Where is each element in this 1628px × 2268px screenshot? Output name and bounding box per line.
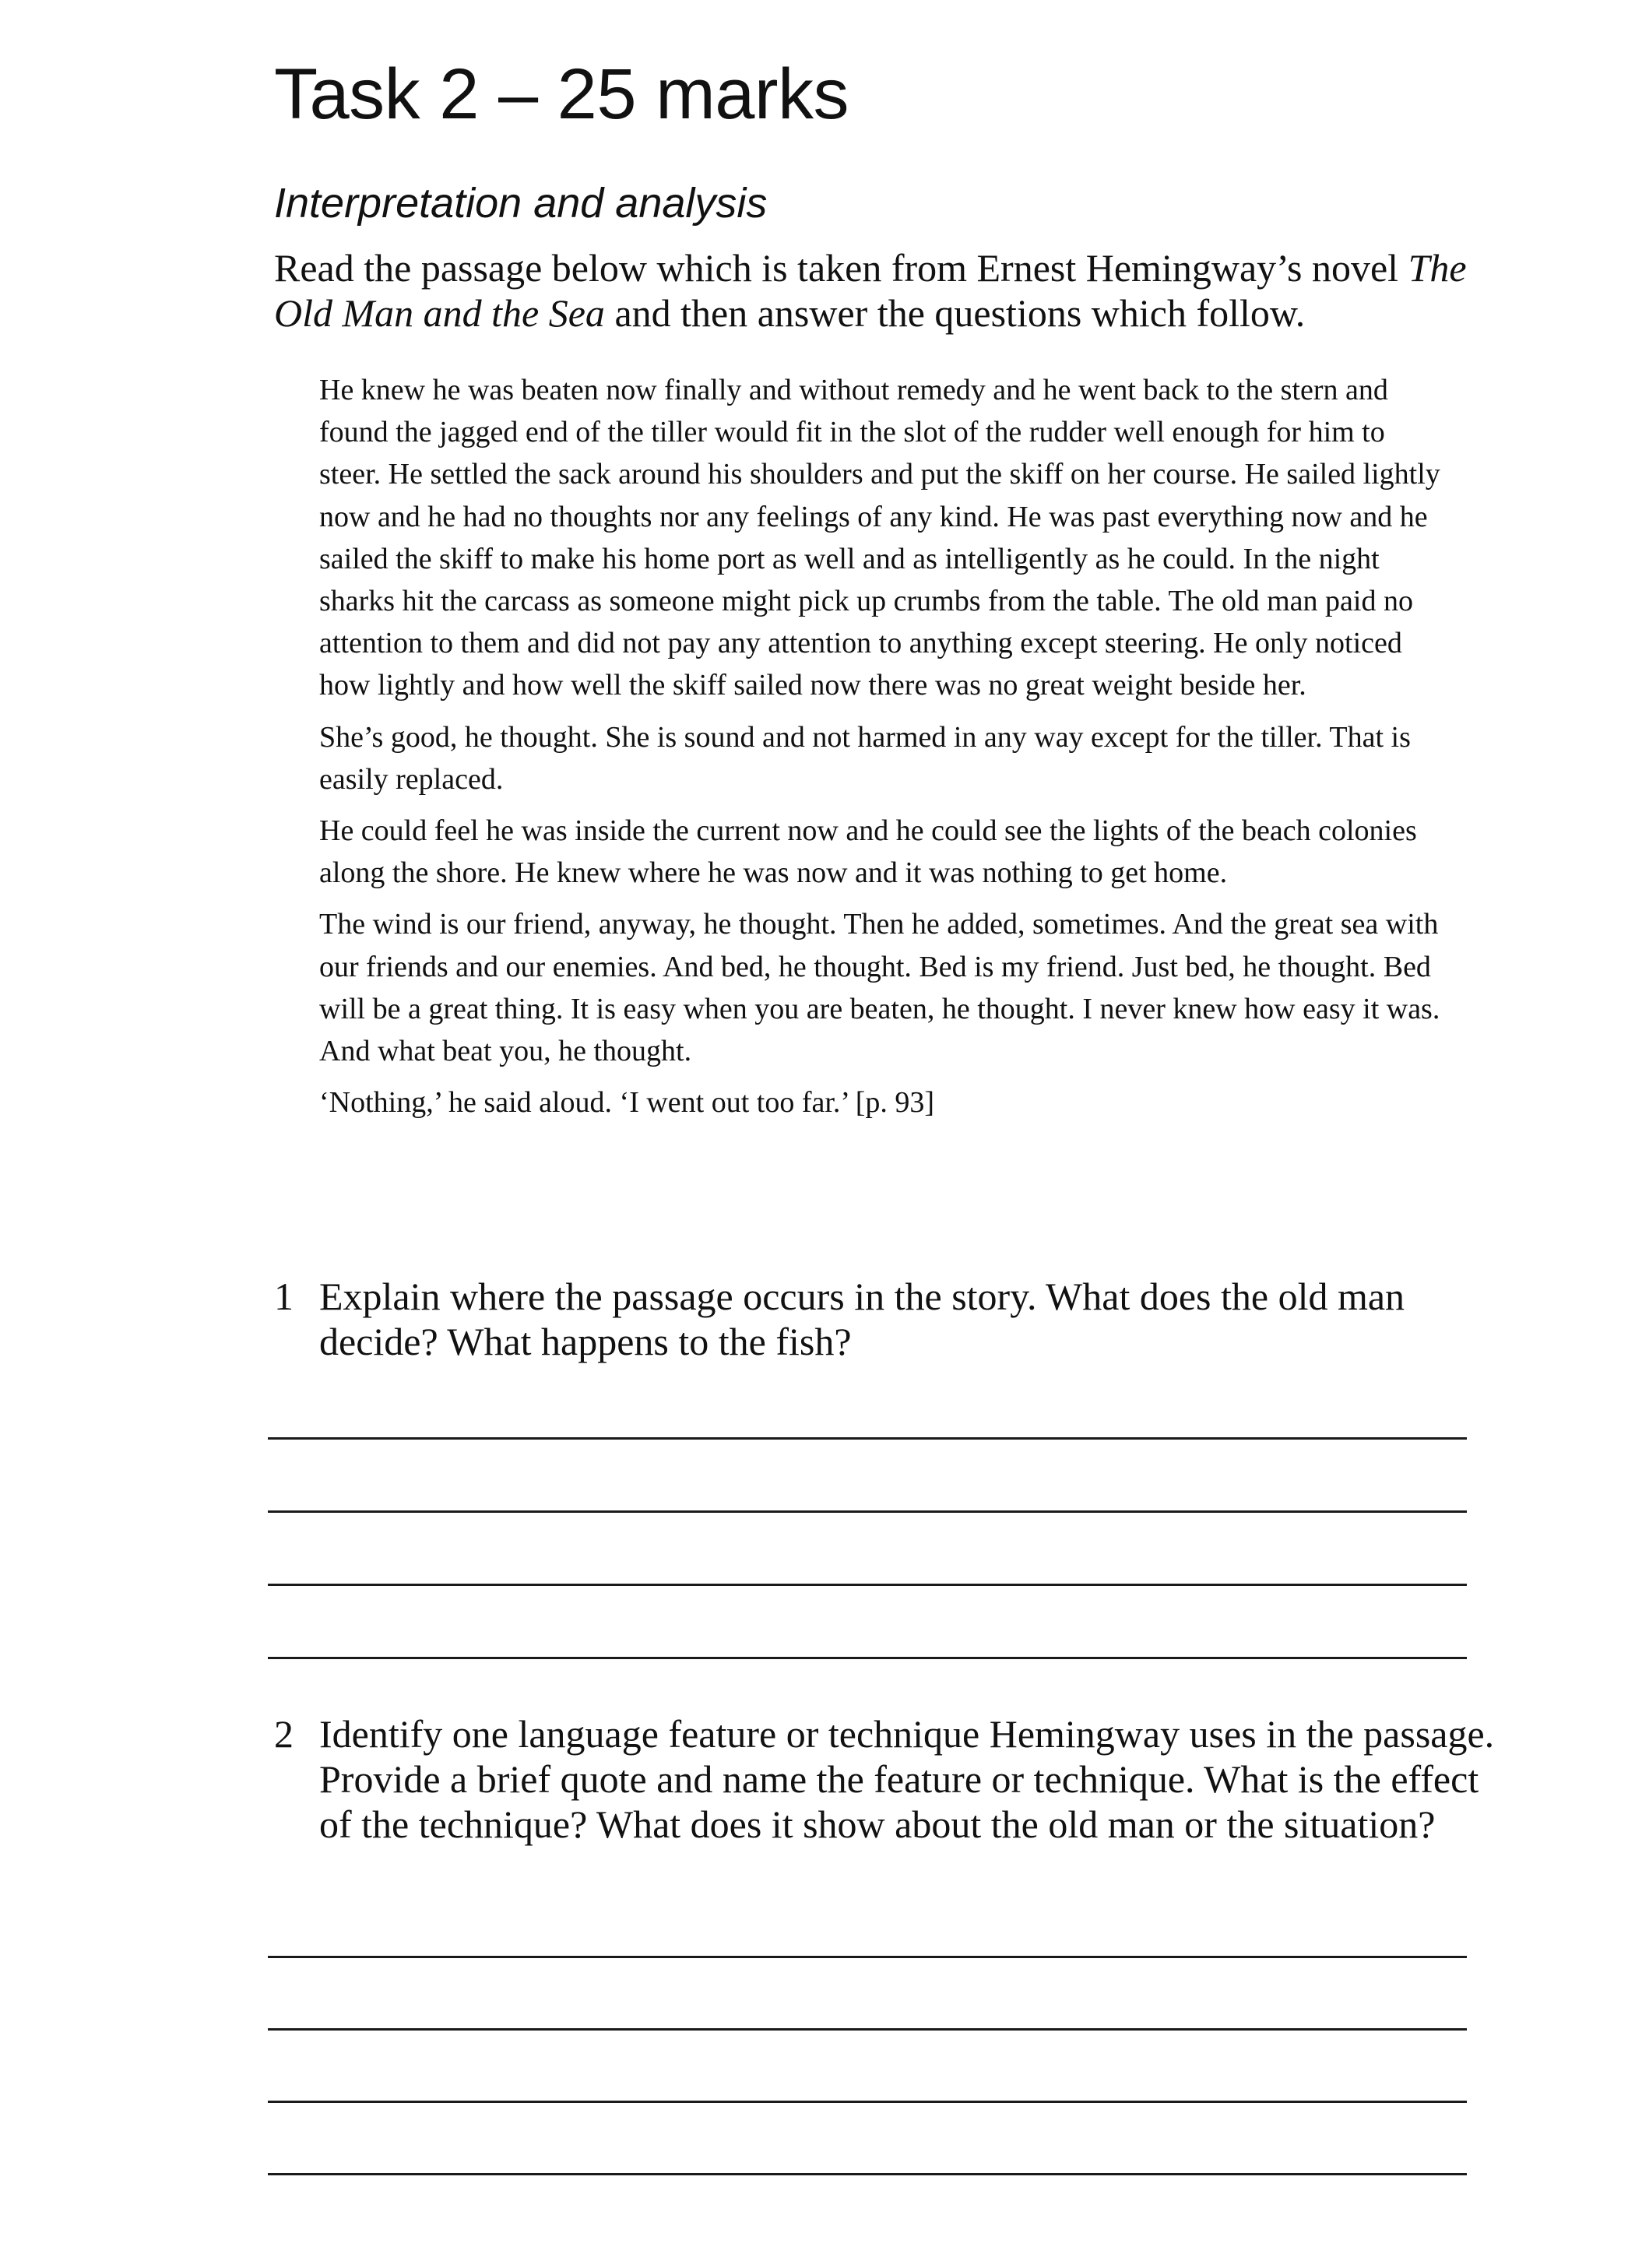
answer-line[interactable] <box>268 1956 1467 1958</box>
section-subtitle: Interpretation and analysis <box>274 180 768 227</box>
question-text: Explain where the passage occurs in the story. What does the old man decide? What happens to the fish? <box>319 1275 1405 1363</box>
instructions-text-after: and then answer the questions which follow. <box>604 291 1306 335</box>
passage-paragraph: ‘Nothing,’ he said aloud. ‘I went out too far.’ [p. 93] <box>319 1086 935 1120</box>
passage-paragraph: He could feel he was inside the current now and he could see the lights of the beach colonies along the shore. He knew where he was now and it was nothing to get home. <box>319 814 1417 890</box>
instructions <box>274 245 1489 336</box>
question-text: Identify one language feature or technique Hemingway uses in the passage. Provide a brief quote and name the feature or technique. What is the effect of the technique? What does it show about the old man or the situation? <box>319 1712 1495 1846</box>
instructions-text-before: Read the passage below which is taken from Ernest Hemingway’s novel <box>274 246 1408 290</box>
answer-line[interactable] <box>268 1510 1467 1513</box>
answer-line[interactable] <box>268 2028 1467 2031</box>
passage-paragraph: He knew he was beaten now finally and without remedy and he went back to the stern and found the jagged end of the tiller would fit in the slot of the rudder well enough for him to steer. He settled the sack around his shoulders and put the skiff on her course. He sailed lightly now and he had no thoughts nor any feelings of any kind. He was past everything now and he sailed the skiff to make his home port as well and as intelligently as he could. In the night sharks hit the carcass as someone might pick up crumbs from the table. The old man paid no attention to them and did not pay any attention to anything except steering. He only noticed how lightly and how well the skiff sailed now there was no great weight beside her. <box>319 374 1440 702</box>
answer-line[interactable] <box>268 1437 1467 1440</box>
answer-line[interactable] <box>268 2173 1467 2175</box>
answer-line[interactable] <box>268 1584 1467 1586</box>
passage-paragraph: The wind is our friend, anyway, he thought. Then he added, sometimes. And the great sea with our friends and our enemies. And bed, he thought. Bed is my friend. Just bed, he thought. Bed will be a great thing. It is easy when you are beaten, he thought. I never knew how easy it was. And what beat you, he thought. <box>319 908 1440 1068</box>
page-title: Task 2 – 25 marks <box>274 55 849 134</box>
book-title: The Old Man and the Sea <box>274 246 1467 335</box>
passage <box>319 369 1444 1133</box>
question-number: 2 <box>274 1712 294 1756</box>
answer-line[interactable] <box>268 1657 1467 1659</box>
passage-paragraph: She’s good, he thought. She is sound and not harmed in any way except for the tiller. That is easily replaced. <box>319 720 1411 796</box>
question-number: 1 <box>274 1275 294 1318</box>
answer-line[interactable] <box>268 2101 1467 2103</box>
